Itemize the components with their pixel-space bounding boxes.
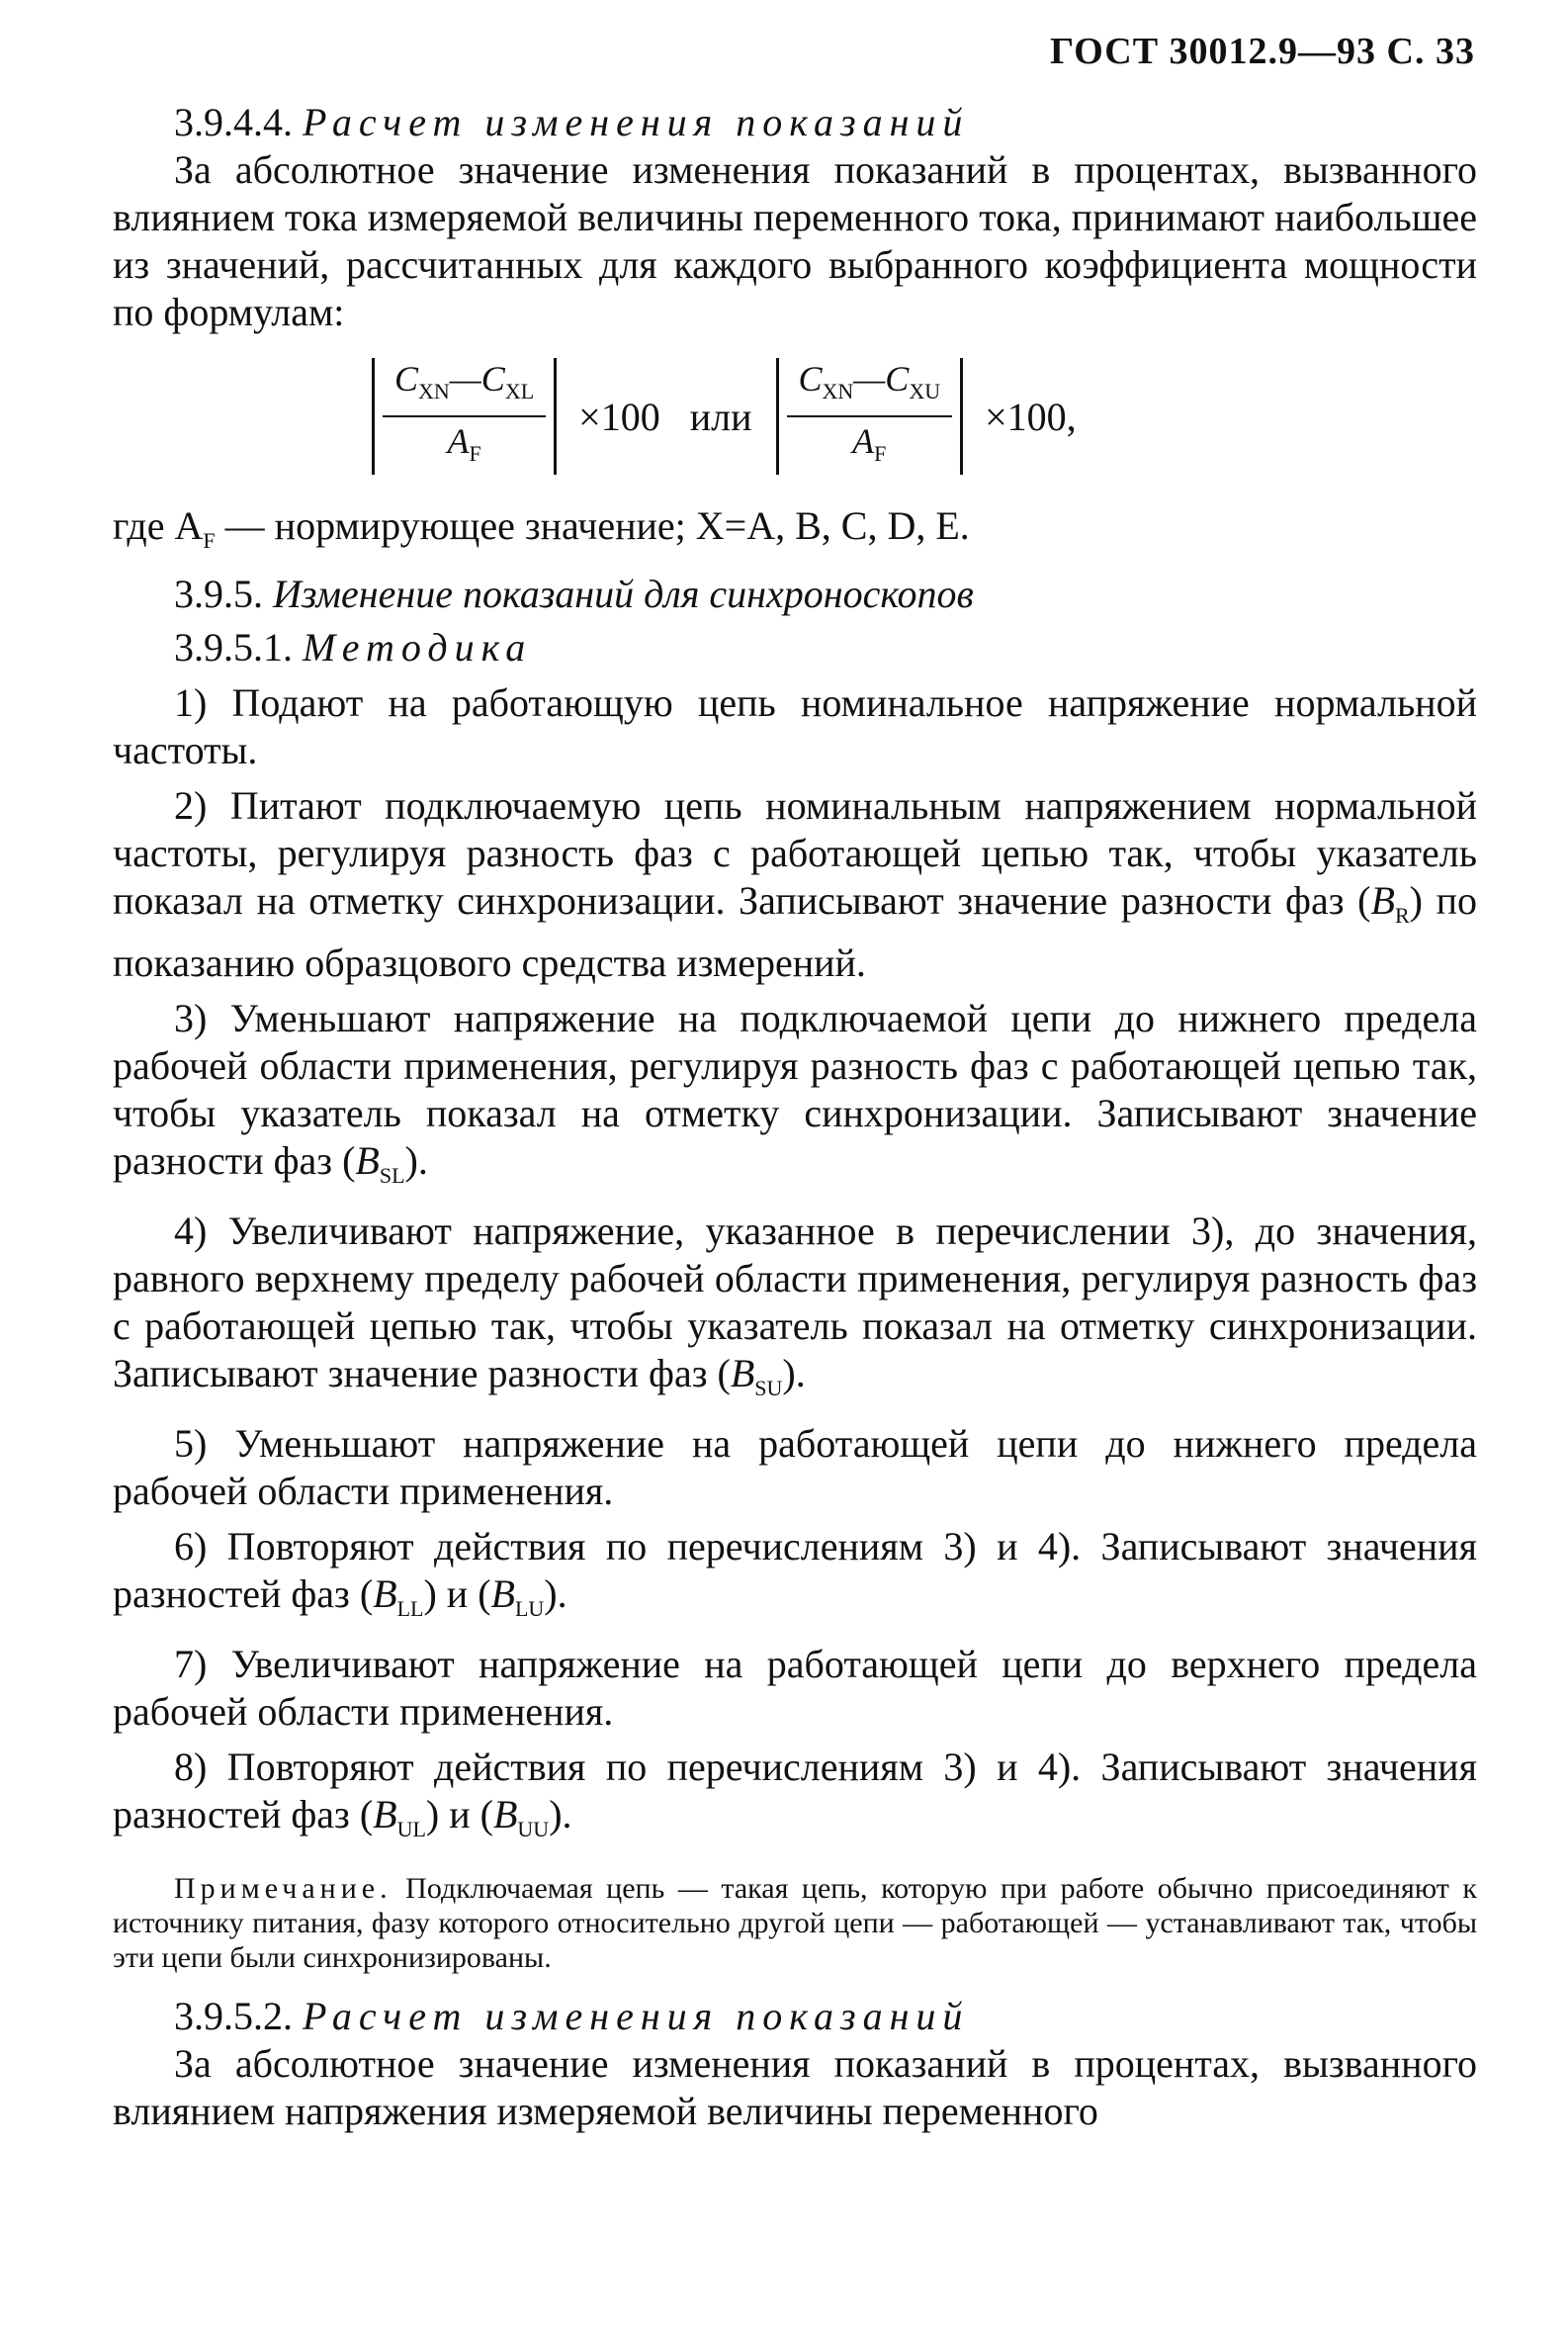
page-content bbox=[113, 99, 1477, 2135]
fraction-numerator: $C_{XN}—C_{XL}$ bbox=[394, 358, 535, 403]
section-3951-heading bbox=[113, 624, 1477, 672]
note-label: Примечание. bbox=[174, 1872, 392, 1905]
section-3952-heading bbox=[113, 1993, 1477, 2040]
fraction-left bbox=[383, 357, 546, 476]
abs-bar bbox=[554, 358, 557, 475]
or-word: или bbox=[689, 394, 752, 439]
note-text: Подключаемая цепь — такая цепь, которую при работе обычно присоединяют к источнику питания, фазу которого относительно другой цепи — работающей — устанавливают так, чтобы эти цепи были синхронизированы. bbox=[113, 1872, 1477, 1974]
step-item: 4) Увеличивают напряжение, указанное в перечислении 3), до значения, равного верхнему пределу рабочей области применения, регулируя разность фаз с работающей цепью так, чтобы указатель показал на отметку синхронизации. Записывают значение разности фаз $(B_{SU})$. bbox=[113, 1209, 1477, 1400]
section-title: Расчет изменения показаний bbox=[303, 1994, 970, 2038]
section-3944-heading bbox=[113, 99, 1477, 146]
formula-block bbox=[113, 348, 1477, 496]
multiplier: ×100 bbox=[578, 394, 660, 439]
abs-bar bbox=[372, 358, 375, 475]
fraction-line bbox=[787, 415, 953, 417]
section-number: 3.9.5.2. bbox=[174, 1994, 293, 2038]
step-item: 8) Повторяют действия по перечислениям 3) и 4). Записывают значения разностей фаз $(B_{UL})$ и $(B_{UU})$. bbox=[113, 1745, 1477, 1841]
section-395-heading bbox=[113, 571, 1477, 618]
formula-left bbox=[372, 352, 1077, 481]
multiplier: ×100, bbox=[985, 394, 1077, 439]
section-number: 3.9.4.4. bbox=[174, 100, 293, 144]
fraction-denominator: $A_F$ bbox=[852, 421, 887, 467]
note bbox=[113, 1871, 1477, 1975]
step-item: 2) Питают подключаемую цепь номинальным напряжением нормальной частоты, регулируя разность фаз с работающей цепью так, чтобы указатель показал на отметку синхронизации. Записывают значение разности фаз $(B_R)$ по показанию образцового средства измерений. bbox=[113, 783, 1477, 985]
abs-bar bbox=[960, 358, 963, 475]
page-header: ГОСТ 30012.9—93 С. 33 bbox=[1050, 31, 1475, 72]
fraction-numerator: $C_{XN}—C_{XU}$ bbox=[798, 358, 941, 403]
step-item: 3) Уменьшают напряжение на подключаемой цепи до нижнего предела рабочей области применения, регулируя разность фаз с работающей цепью так, чтобы указатель показал на отметку синхронизации. Записывают значение разности фаз $(B_{SL})$. bbox=[113, 996, 1477, 1188]
fraction-right bbox=[787, 357, 953, 476]
section-3952-text: За абсолютное значение изменения показаний в процентах, вызванного влиянием напряжения измеряемой величины переменного bbox=[113, 2041, 1477, 2133]
section-title: Расчет изменения показаний bbox=[303, 100, 970, 144]
step-item: 7) Увеличивают напряжение на работающей цепи до верхнего предела рабочей области применения. bbox=[113, 1642, 1477, 1734]
section-title: Изменение показаний для синхроноскопов bbox=[273, 572, 974, 616]
step-item: 5) Уменьшают напряжение на работающей цепи до нижнего предела рабочей области применения. bbox=[113, 1421, 1477, 1513]
step-item: 6) Повторяют действия по перечислениям 3) и 4). Записывают значения разностей фаз $(B_{LL})$ и $(B_{LU})$. bbox=[113, 1524, 1477, 1621]
steps-list bbox=[113, 679, 1477, 1853]
section-title: Методика bbox=[303, 625, 533, 670]
step-item: 1) Подают на работающую цепь номинальное напряжение нормальной частоты. bbox=[113, 680, 1477, 772]
section-number: 3.9.5.1. bbox=[174, 625, 293, 670]
abs-bar bbox=[776, 358, 779, 475]
section-number: 3.9.5. bbox=[174, 572, 263, 616]
fraction-line bbox=[383, 415, 546, 417]
where-line: где $A_F$ — нормирующее значение; X=A, B, C, D, E. bbox=[113, 503, 970, 553]
section-3944-text: За абсолютное значение изменения показаний в процентах, вызванного влиянием тока измеряемой величины переменного тока, принимают наибольшее из значений, рассчитанных для каждого выбранного коэффициента мощности по формулам: bbox=[113, 147, 1477, 334]
fraction-denominator: $A_F$ bbox=[447, 421, 481, 467]
